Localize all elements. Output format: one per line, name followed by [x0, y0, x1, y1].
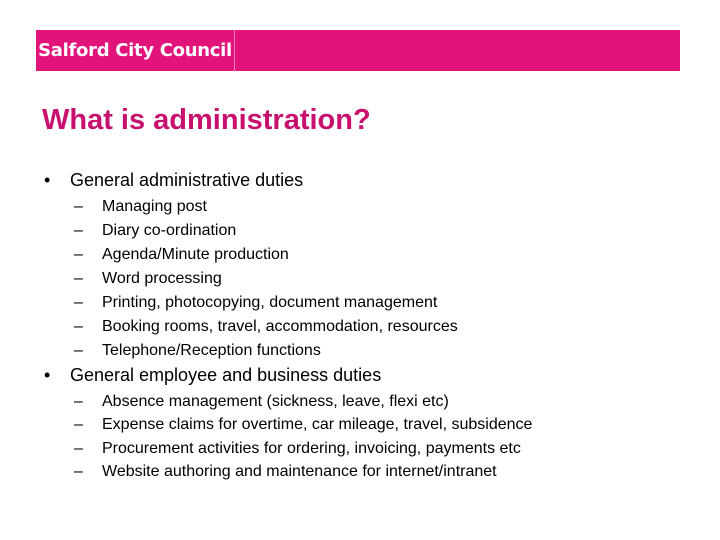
sub-bullet-text: Website authoring and maintenance for internet/intranet	[102, 463, 497, 480]
sub-bullet-marker: –	[74, 222, 83, 239]
sub-bullet-text: Managing post	[102, 198, 207, 215]
sub-bullet-text: Agenda/Minute production	[102, 246, 289, 263]
bullet-heading: General employee and business duties	[70, 365, 382, 385]
sub-bullet-text: Booking rooms, travel, accommodation, resources	[102, 318, 458, 335]
sub-bullet-text: Printing, photocopying, document management	[102, 294, 438, 311]
bullet-marker: •	[44, 170, 51, 190]
sub-bullet-marker: –	[74, 198, 83, 215]
sub-bullet-marker: –	[74, 440, 83, 457]
sub-bullet-marker: –	[74, 393, 83, 410]
slide-title: What is administration?	[42, 104, 371, 136]
sub-bullet-marker: –	[74, 270, 83, 287]
sub-bullet-text: Procurement activities for ordering, invoicing, payments etc	[102, 440, 521, 457]
bullet-heading: General administrative duties	[70, 170, 304, 190]
sub-bullet-marker: –	[74, 342, 83, 359]
sub-bullet-marker: –	[74, 463, 83, 480]
organization-name: Salford City Council	[38, 40, 232, 61]
sub-bullet-marker: –	[74, 294, 83, 311]
sub-bullet-marker: –	[74, 416, 83, 433]
sub-bullet-marker: –	[74, 318, 83, 335]
sub-bullet-text: Telephone/Reception functions	[102, 342, 321, 359]
sub-bullet-text: Expense claims for overtime, car mileage, travel, subsidence	[102, 416, 533, 433]
sub-bullet-marker: –	[74, 246, 83, 263]
banner-divider	[234, 30, 235, 71]
sub-bullet-text: Diary co-ordination	[102, 222, 237, 239]
header-banner	[36, 30, 680, 71]
bullet-marker: •	[44, 365, 51, 385]
sub-bullet-text: Absence management (sickness, leave, flexi etc)	[102, 393, 449, 410]
sub-bullet-text: Word processing	[102, 270, 222, 287]
